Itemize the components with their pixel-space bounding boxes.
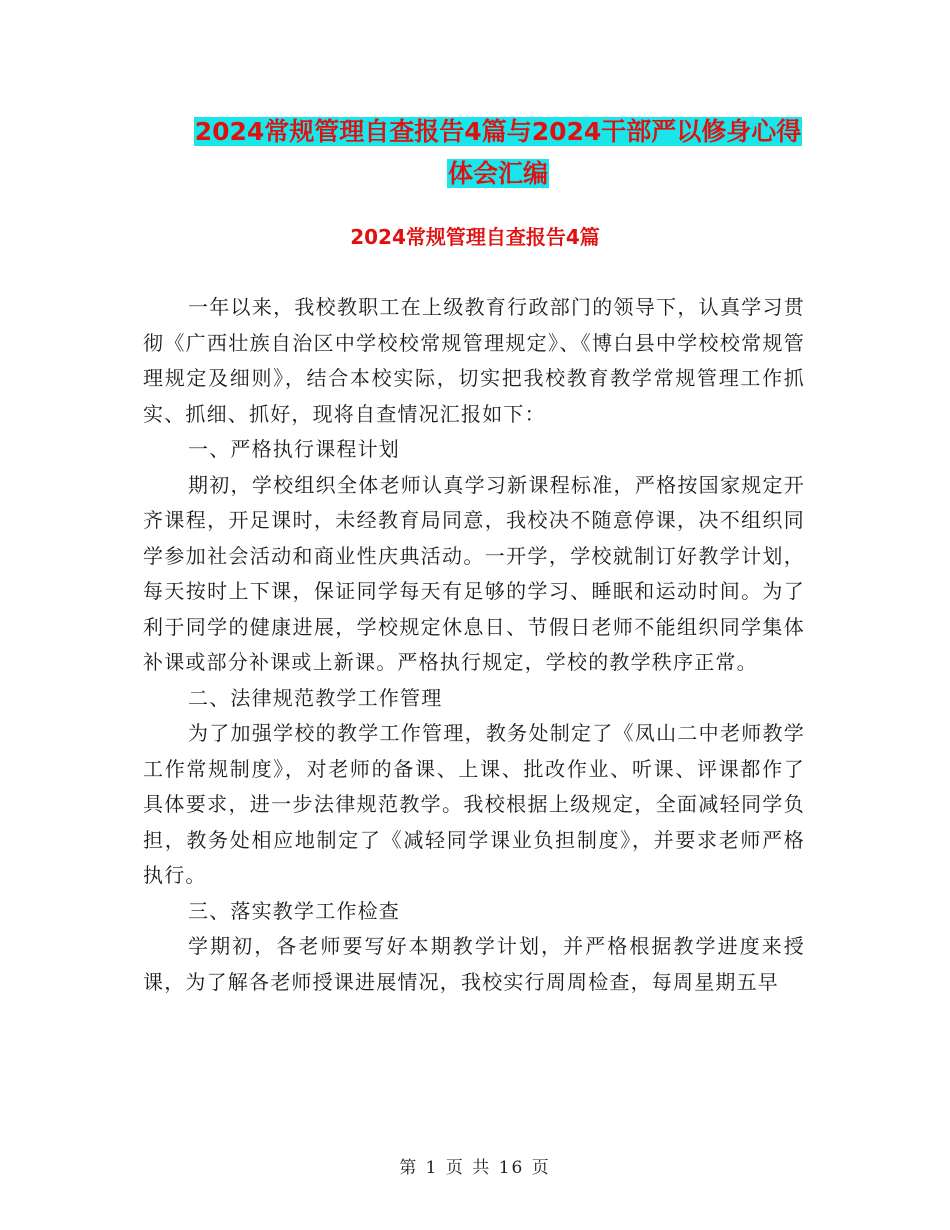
- body-paragraph-2: 为了加强学校的教学工作管理，教务处制定了《凤山二中老师教学工作常规制度》，对老师的备课、上课、批改作业、听课、评课都作了具体要求，进一步法律规范教学。我校根据上级规定，全面减轻同学负担，教务处相应地制定了《减轻同学课业负担制度》，并要求老师严格执行。: [143, 721, 805, 887]
- section-title: 2024常规管理自查报告4篇: [350, 225, 600, 249]
- document-title-text-2: 体会汇编: [447, 159, 548, 188]
- document-body: [143, 290, 805, 1000]
- body-paragraph-3: 学期初，各老师要写好本期教学计划，并严格根据教学进度来授课，为了解各老师授课进展情况，我校实行周周检查，每周星期五早: [143, 934, 805, 994]
- document-title-text-1: 2024常规管理自查报告4篇与2024干部严以修身心得: [194, 117, 802, 146]
- page-number-footer: 第 1 页 共 16 页: [399, 1158, 551, 1178]
- section-heading-3: 三、落实教学工作检查: [188, 898, 400, 923]
- section-heading-1: 一、严格执行课程计划: [188, 437, 400, 461]
- document-title-line-2: [140, 150, 856, 198]
- document-title-line-1: [140, 108, 856, 156]
- section-heading-2: 二、法律规范教学工作管理: [188, 685, 443, 710]
- intro-paragraph: 一年以来，我校教职工在上级教育行政部门的领导下，认真学习贯彻《广西壮族自治区中学校校常规管理规定》、《博白县中学校校常规管理规定及细则》，结合本校实际，切实把我校教育教学常规管理工作抓实、抓细、抓好，现将自查情况汇报如下：: [143, 295, 805, 426]
- body-paragraph-1: 期初，学校组织全体老师认真学习新课程标准，严格按国家规定开齐课程，开足课时，未经教育局同意，我校决不随意停课，决不组织同学参加社会活动和商业性庆典活动。一开学，学校就制订好教学计划，每天按时上下课，保证同学每天有足够的学习、睡眠和运动时间。为了利于同学的健康进展，学校规定休息日、节假日老师不能组织同学集体补课或部分补课或上新课。严格执行规定，学校的教学秩序正常。: [143, 472, 805, 674]
